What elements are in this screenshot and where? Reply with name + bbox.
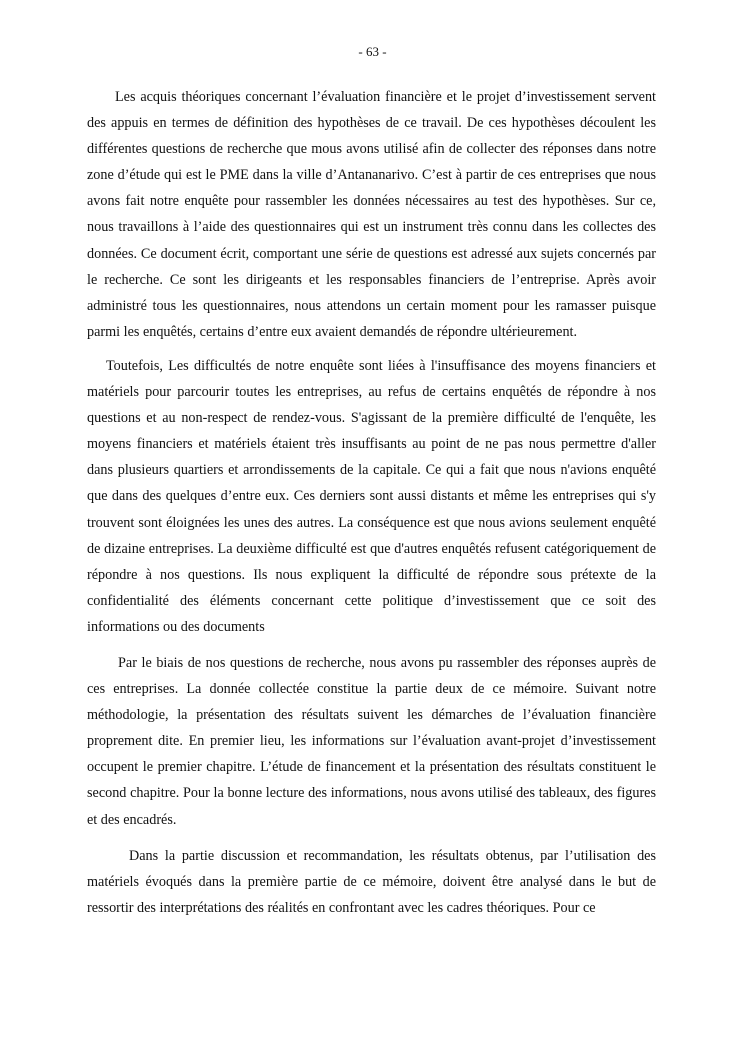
paragraph-methodology: Les acquis théoriques concernant l’évaluation financière et le projet d’investissement servent des appuis en termes de définition des hypothèses de ce travail. De ces hypothèses découlent les différentes questions de recherche que mous avons utilisé afin de collecter des réponses dans notre zone d’étude qui est le PME dans la ville d’Antananarivo. C’est à partir de ces entreprises que nous avons fait notre enquête pour rassembler les données nécessaires au test des hypothèses. Sur ce, nous travaillons à l’aide des questionnaires qui est un instrument très connu dans les collectes des données. Ce document écrit, comportant une série de questions est adressé aux sujets concernés par le recherche. Ce sont les dirigeants et les responsables financiers de l’entreprise. Après avoir administré tous les questionnaires, nous attendons un certain moment pour les ramasser puisque parmi les enquêtés, certains d’entre eux avaient demandés de répondre ultérieurement.	[87, 89, 656, 340]
paragraph-discussion: Dans la partie discussion et recommandation, les résultats obtenus, par l’utilisation des matériels évoqués dans la première partie de ce mémoire, doivent être analysé dans le but de ressortir des interprétations des réalités en confrontant avec les cadres théoriques. Pour ce	[87, 847, 656, 916]
page-number: - 63 -	[358, 44, 387, 59]
paragraph-difficulties: Toutefois, Les difficultés de notre enquête sont liées à l'insuffisance des moyens financiers et matériels pour parcourir toutes les entreprises, au refus de certains enquêtés de répondre à nos questions et au non-respect de rendez-vous. S'agissant de la première difficulté de l'enquête, les moyens financiers et matériels étaient très insuffisants au point de ne pas nous permettre d'aller dans plusieurs quartiers et arrondissements de la capitale. Ce qui a fait que nous n'avions enquêté que dans des quelques d’entre eux. Ces derniers sont aussi distants et même les entreprises qui s'y trouvent sont éloignées les unes des autres. La conséquence est que nous avions seulement enquêté de dizaine entreprises. La deuxième difficulté est que d'autres enquêtés refusent catégoriquement de répondre à nos questions. Ils nous expliquent la difficulté de répondre sous prétexte de la confidentialité des éléments concernant cette politique d’investissement que ce soit des informations ou des documents	[87, 357, 656, 635]
document-body	[87, 84, 656, 921]
paragraph-results: Par le biais de nos questions de recherche, nous avons pu rassembler des réponses auprès de ces entreprises. La donnée collectée constitue la partie deux de ce mémoire. Suivant notre méthodologie, la présentation des résultats suivent les démarches de l’évaluation financière proprement dite. En premier lieu, les informations sur l’évaluation avant-projet d’investissement occupent le premier chapitre. L’étude de financement et la présentation des résultats constituent le second chapitre. Pour la bonne lecture des informations, nous avons utilisé des tableaux, des figures et des encadrés.	[87, 654, 656, 828]
